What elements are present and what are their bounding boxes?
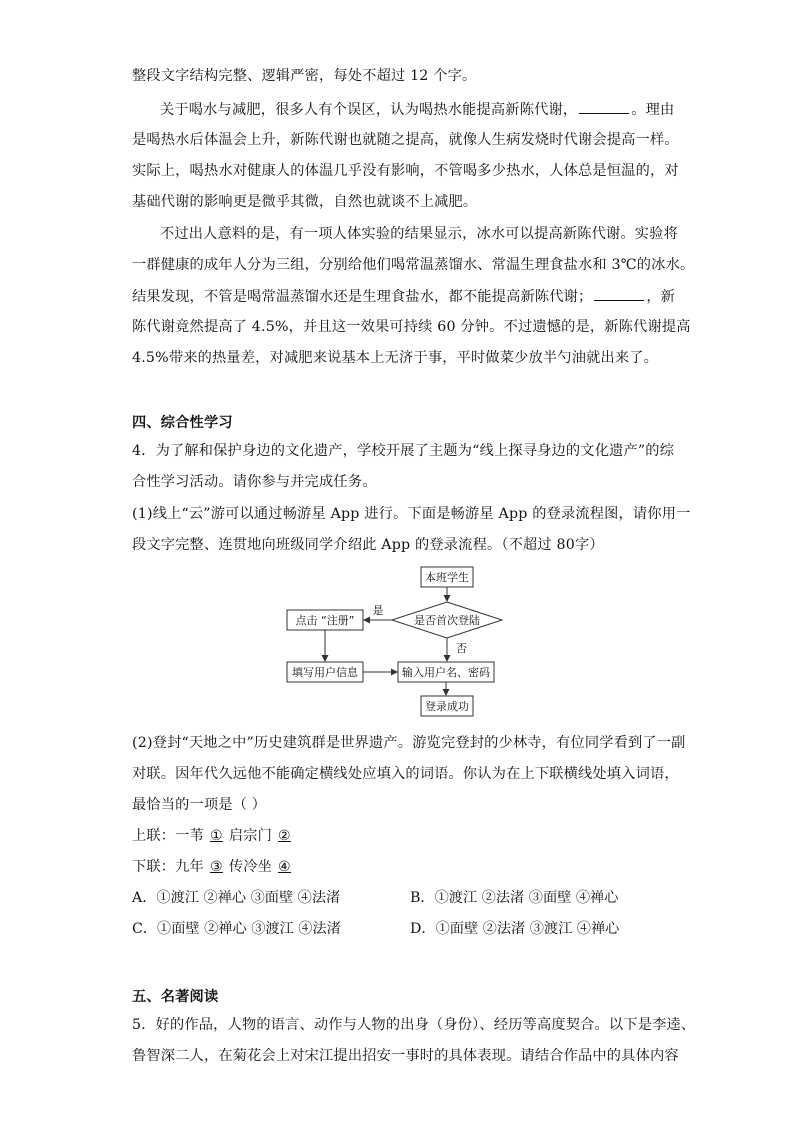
option-a[interactable]: A．①渡江 ②禅心 ③面壁 ④法渚 — [132, 890, 341, 906]
text-line — [160, 99, 700, 120]
question-text: 合性学习活动。请你参与并完成任务。 — [132, 474, 377, 490]
blank-marker: ④ — [278, 859, 291, 875]
section-heading: 四、综合性学习 — [132, 415, 233, 431]
text-span: 。理由 — [631, 102, 675, 118]
register-label: 点击 “注册” — [295, 614, 355, 627]
question-text: (1)线上“云”游可以通过畅游星 App 进行。下面是畅游星 App 的登录流程图，请你用一 — [132, 506, 691, 522]
blank-marker: ① — [209, 828, 223, 844]
text-span: 结果发现，不管是喝常温蒸馏水还是生理食盐水，都不能提高新陈代谢； — [132, 289, 593, 305]
fill-blank[interactable] — [579, 99, 629, 114]
text-line: 是喝热水后体温会上升，新陈代谢也就随之提高，就像人生病发烧时代谢会提高一样。 — [132, 132, 679, 148]
text-line: 4.5%带来的热量差，对减肥来说基本上无济于事，平时做菜少放半勺油就出来了。 — [132, 350, 659, 366]
question-text: 最恰当的一项是（ ） — [132, 797, 267, 813]
text-span: ，新 — [646, 289, 676, 305]
success-label: 登录成功 — [425, 700, 469, 713]
blank-marker: ② — [278, 828, 291, 844]
text-line: 一群健康的成年人分为三组，分别给他们喝常温蒸馏水、常温生理食盐水和 3℃的冰水。 — [132, 257, 695, 273]
text-span: 启宗门 — [228, 828, 273, 844]
start-label: 本班学生 — [425, 571, 469, 584]
question-text: 对联。因年代久远他不能确定横线处应填入的词语。你认为在上下联横线处填入词语， — [132, 766, 679, 782]
text-line: 不过出人意料的是，有一项人体实验的结果显示，冰水可以提高新陈代谢。实验将 — [160, 226, 678, 242]
text-span: 关于喝水与减肥，很多人有个误区，认为喝热水能提高新陈代谢， — [160, 102, 578, 118]
input-label: 输入用户名、密码 — [402, 666, 490, 679]
fill-blank[interactable] — [594, 286, 644, 301]
couplet-lower — [132, 857, 672, 877]
option-d[interactable]: D．①面壁 ②法渚 ③渡江 ④禅心 — [410, 921, 620, 937]
couplet-upper — [132, 826, 672, 846]
yes-label: 是 — [372, 604, 384, 617]
text-line: 基础代谢的影响更是微乎其微，自然也就谈不上减肥。 — [132, 194, 478, 210]
text-span: 传冷坐 — [228, 859, 273, 875]
login-flowchart — [280, 562, 520, 722]
question-text: 4．为了解和保护身边的文化遗产，学校开展了主题为“线上探寻身边的文化遗产”的综 — [132, 443, 675, 459]
question-text: 段文字完整、连贯地向班级同学介绍此 App 的登录流程。（不超过 80字） — [132, 537, 604, 553]
text-line: 陈代谢竟然提高了 4.5%，并且这一效果可持续 60 分钟。不过遗憾的是，新陈代谢提高 — [132, 319, 691, 335]
option-b[interactable]: B．①渡江 ②法渚 ③面壁 ④禅心 — [410, 890, 619, 906]
fill-info-label: 填写用户信息 — [292, 666, 358, 679]
decision-label: 是否首次登陆 — [414, 614, 480, 627]
text-line: 实际上，喝热水对健康人的体温几乎没有影响，不管喝多少热水，人体总是恒温的，对 — [132, 163, 679, 179]
text-line: 整段文字结构完整、逻辑严密，每处不超过 12 个字。 — [132, 68, 477, 84]
blank-marker: ③ — [209, 859, 223, 875]
no-label: 否 — [456, 642, 467, 655]
question-text: 5．好的作品，人物的语言、动作与人物的出身（身份）、经历等高度契合。以下是李逵、 — [132, 1017, 696, 1033]
text-span: 上联：一苇 — [132, 828, 204, 844]
question-text: 鲁智深二人，在菊花会上对宋江提出招安一事时的具体表现。请结合作品中的具体内容 — [132, 1048, 679, 1064]
text-span: 下联：九年 — [132, 859, 204, 875]
option-c[interactable]: C．①面壁 ②禅心 ③渡江 ④法渚 — [132, 921, 341, 937]
section-heading: 五、名著阅读 — [132, 989, 219, 1005]
question-text: (2)登封“天地之中”历史建筑群是世界遗产。游览完登封的少林寺，有位同学看到了一副 — [132, 735, 686, 751]
text-line — [132, 286, 676, 307]
